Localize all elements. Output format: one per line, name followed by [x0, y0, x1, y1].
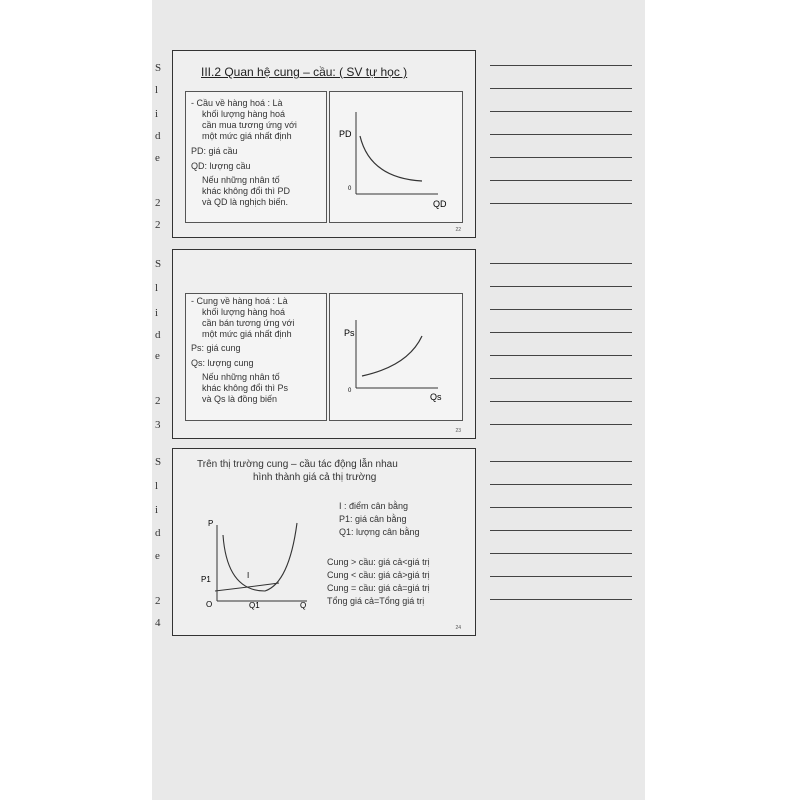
supply-line-8: khác không đổi thì Ps	[202, 383, 289, 393]
note-line	[490, 530, 632, 531]
note-line	[490, 599, 632, 600]
side-letter: d	[155, 329, 161, 341]
slide-24	[172, 448, 476, 636]
eq-q1-label: Q1	[249, 601, 260, 610]
note-line	[490, 355, 632, 356]
supply-x-label: Qs	[430, 392, 442, 402]
note-line	[490, 263, 632, 264]
note-line	[490, 461, 632, 462]
demand-line-7: Nếu những nhân tố	[202, 175, 280, 185]
supply-y-label: Ps	[344, 328, 355, 338]
note-line	[490, 111, 632, 112]
supply-line-3: cần bán tương ứng với	[202, 318, 295, 328]
legend-line-2: P1: giá cân bằng	[339, 514, 407, 524]
demand-graph-box	[329, 91, 463, 223]
side-letter: S	[155, 62, 162, 74]
demand-line-2: khối lượng hàng hoá	[202, 109, 285, 119]
note-line	[490, 88, 632, 89]
supply-line-6: Qs: lượng cung	[191, 358, 254, 368]
demand-x-label: QD	[433, 199, 447, 209]
side-letter: d	[155, 527, 161, 539]
side-letter: d	[155, 130, 161, 142]
note-line	[490, 134, 632, 135]
slide-24-number: 24	[455, 625, 461, 631]
eq-p1-label: P1	[201, 575, 211, 584]
eq-x-label: Q	[300, 601, 307, 610]
note-line	[490, 553, 632, 554]
side-letter: 2	[155, 595, 161, 607]
demand-line-1: - Cầu về hàng hoá : Là	[191, 98, 283, 108]
side-letter: S	[155, 456, 162, 468]
supply-line-1: - Cung về hàng hoá : Là	[191, 296, 288, 306]
supply-line-2: khối lượng hàng hoá	[202, 307, 285, 317]
rule-line-4: Tổng giá cả=Tổng giá trị	[327, 596, 425, 606]
eq-point-label: I	[247, 571, 250, 580]
slide-23-number: 23	[455, 428, 461, 434]
eq-y-label: P	[208, 519, 214, 528]
supply-line-7: Nếu những nhân tố	[202, 372, 280, 382]
supply-line-5: Ps: giá cung	[191, 343, 241, 353]
legend-line-1: I : điểm cân bằng	[339, 501, 409, 511]
note-line	[490, 576, 632, 577]
side-letter: S	[155, 258, 162, 270]
rule-line-3: Cung = cầu: giá cả=giá trị	[327, 583, 430, 593]
note-line	[490, 65, 632, 66]
slide-22-title: III.2 Quan hệ cung – cầu: ( SV tự học )	[201, 65, 408, 79]
side-letter: 2	[155, 197, 161, 209]
note-line	[490, 180, 632, 181]
rule-line-2: Cung < cầu: giá cả>giá trị	[327, 570, 430, 580]
supply-line-4: một mức giá nhất định	[202, 329, 292, 339]
demand-graph	[330, 92, 462, 222]
supply-line-9: và Qs là đồng biến	[202, 394, 278, 404]
demand-y-label: PD	[339, 129, 352, 139]
supply-graph-box	[329, 293, 463, 421]
legend-line-3: Q1: lượng cân bằng	[339, 527, 420, 537]
demand-curve	[360, 136, 422, 181]
demand-text-box	[185, 91, 327, 223]
side-letter: 3	[155, 419, 161, 431]
demand-line-5: PD: giá cầu	[191, 146, 238, 156]
demand-line-4: một mức giá nhất định	[202, 131, 292, 141]
slide-24-title-2: hình thành giá cả thị trường	[253, 472, 377, 483]
eq-origin: O	[206, 600, 213, 609]
side-letter: 2	[155, 395, 161, 407]
demand-line-8: khác không đổi thì PD	[202, 186, 291, 196]
note-line	[490, 157, 632, 158]
side-letter: 2	[155, 219, 161, 231]
note-line	[490, 424, 632, 425]
demand-line-6: QD: lượng cầu	[191, 161, 251, 171]
slide-24-title-1: Trên thị trường cung – cầu tác động lẫn nhau	[197, 459, 398, 470]
side-letter: l	[155, 84, 159, 96]
side-letter: i	[155, 108, 159, 120]
note-line	[490, 484, 632, 485]
supply-origin: 0	[348, 388, 352, 394]
supply-graph	[330, 294, 462, 420]
side-letter: e	[155, 152, 160, 164]
side-letter: i	[155, 307, 159, 319]
note-line	[490, 309, 632, 310]
slide-23	[172, 249, 476, 439]
demand-line-9: và QD là nghịch biến.	[202, 197, 289, 207]
demand-origin: 0	[348, 186, 352, 192]
note-line	[490, 507, 632, 508]
side-letter: i	[155, 504, 159, 516]
rule-line-1: Cung > cầu: giá cả<giá trị	[327, 557, 430, 567]
side-letter: l	[155, 282, 159, 294]
note-line	[490, 401, 632, 402]
note-line	[490, 332, 632, 333]
note-line	[490, 286, 632, 287]
demand-line-3: cần mua tương ứng với	[202, 120, 297, 130]
side-letter: e	[155, 350, 160, 362]
supply-curve-24	[223, 523, 297, 591]
slide-22	[172, 50, 476, 238]
demand-curve-24	[215, 583, 279, 591]
slide-22-number: 22	[455, 227, 461, 233]
side-letter: l	[155, 480, 159, 492]
supply-text-box	[185, 293, 327, 421]
equilibrium-graph	[193, 517, 333, 647]
note-line	[490, 203, 632, 204]
side-letter: 4	[155, 617, 161, 629]
supply-curve	[362, 336, 422, 376]
side-letter: e	[155, 550, 160, 562]
note-line	[490, 378, 632, 379]
